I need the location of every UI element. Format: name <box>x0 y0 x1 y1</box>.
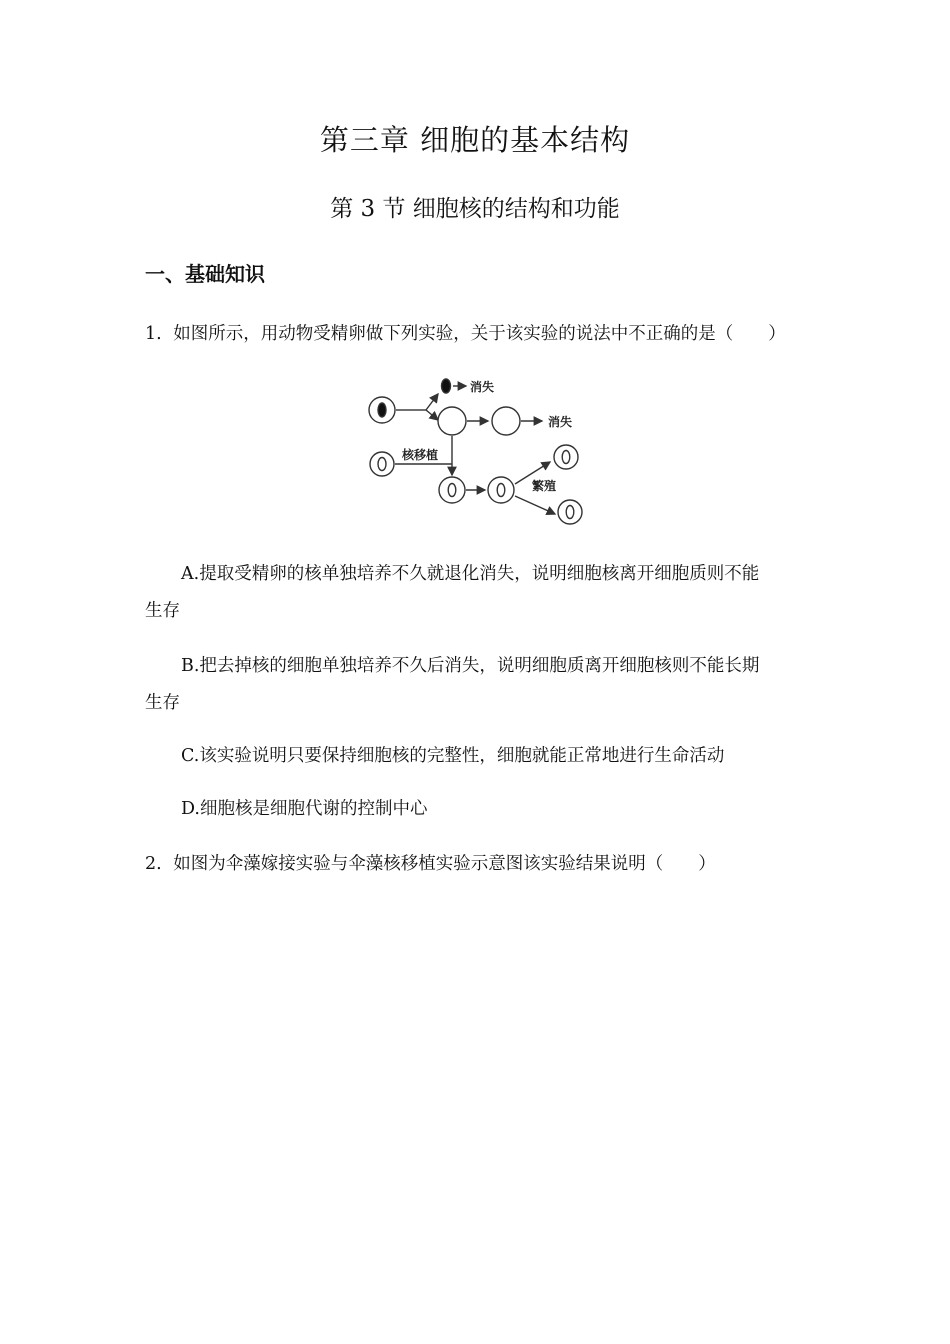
section-title: 第 3 节 细胞核的结构和功能 <box>330 196 620 222</box>
egg-nucleus <box>378 403 386 417</box>
option-b-line1: B.把去掉核的细胞单独培养不久后消失，说明细胞质离开细胞核则不能长期 <box>181 656 760 676</box>
option-d-line1: D.细胞核是细胞代谢的控制中心 <box>181 799 428 819</box>
option-c <box>145 738 810 775</box>
label-disappear-top: 消失 <box>470 380 495 394</box>
isolated-nucleus <box>442 379 451 393</box>
option-a-line2: 生存 <box>145 601 180 621</box>
option-b-line2: 生存 <box>145 693 180 713</box>
enucleated-cell-later <box>492 407 520 435</box>
option-b <box>145 648 810 722</box>
option-c-line1: C.该实验说明只要保持细胞核的完整性，细胞就能正常地进行生命活动 <box>181 746 725 766</box>
label-reproduce: 繁殖 <box>532 479 557 493</box>
question-number: 1. <box>145 324 162 344</box>
question-stem: 如图所示，用动物受精卵做下列实验，关于该实验的说法中不正确的是（ ） <box>173 324 786 344</box>
question-2 <box>145 850 716 875</box>
question-stem: 如图为伞藻嫁接实验与伞藻核移植实验示意图该实验结果说明（ ） <box>173 854 716 874</box>
option-d <box>145 791 810 828</box>
question-number: 2. <box>145 854 162 874</box>
label-nuclear-transplant: 核移植 <box>402 448 439 462</box>
cell-experiment-diagram <box>360 372 600 532</box>
enucleated-cell <box>438 407 466 435</box>
part-heading: 一、基础知识 <box>145 262 265 286</box>
question-1 <box>145 320 786 345</box>
chapter-title: 第三章 细胞的基本结构 <box>319 123 631 157</box>
option-a <box>145 556 810 630</box>
label-disappear-right: 消失 <box>548 415 573 429</box>
option-a-line1: A.提取受精卵的核单独培养不久就退化消失，说明细胞核离开细胞质则不能 <box>181 564 760 584</box>
